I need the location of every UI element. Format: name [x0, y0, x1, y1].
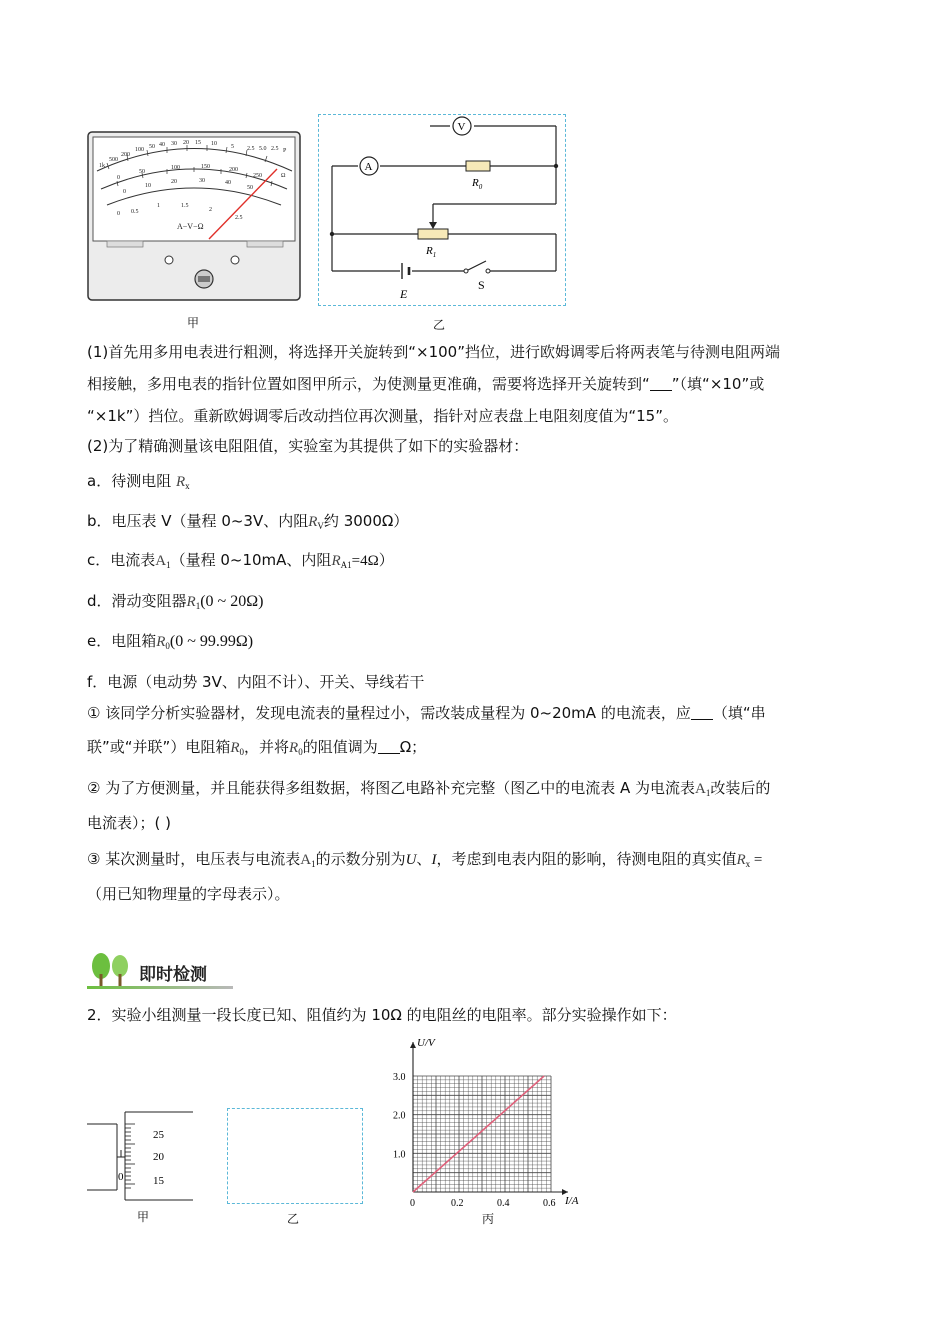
svg-text:V: V [457, 121, 466, 133]
figure-caption-bing: 丙 [482, 1212, 495, 1226]
svg-text:S: S [478, 278, 485, 292]
resistor-r0 [466, 161, 490, 171]
x-tick-label: 0 [410, 1198, 415, 1209]
switch-icon [464, 269, 468, 273]
multimeter-figure [87, 131, 301, 305]
meter-mid-label: 50 [139, 169, 145, 175]
q1-step1-line2: 联”或“并联”）电阻箱$R_0$，并将$R_0$的阻值调为 Ω； [87, 738, 427, 757]
item-a: a．待测电阻 $R_x$ [87, 472, 190, 491]
x-axis-label: I/A [565, 1195, 579, 1207]
meter-mid-label: 250 [253, 173, 262, 179]
figure-caption-yi-2: 乙 [287, 1212, 300, 1226]
meter-screw-right [231, 256, 239, 264]
meter-low-label: 0.5 [131, 209, 139, 215]
meter-right-label: 2.5 [247, 146, 255, 152]
micrometer-figure [87, 1110, 197, 1202]
meter-right-label: 2.5 [271, 146, 279, 152]
x-tick-label: 0.4 [497, 1198, 510, 1209]
svg-text:R1: $R_1$ [426, 245, 437, 259]
meter-inner-label: 20 [171, 179, 177, 185]
meter-mid-label: 200 [229, 167, 238, 173]
svg-text:25: 25 [153, 1129, 164, 1141]
q1-step3-line1: ③ 某次测量时，电压表与电流表$A_1$的示数分别为U、I，考虑到电表内阻的影响，待测电阻的真实值$R_x$ = [87, 850, 763, 869]
meter-top-label: 40 [159, 142, 165, 148]
meter-low-label: 1.5 [181, 203, 189, 209]
meter-inner-label: 0 [123, 189, 126, 195]
meter-low-label: 2 [209, 207, 212, 213]
section-title: 即时检测 [139, 965, 207, 985]
meter-right-label: 5.0 [259, 146, 267, 152]
section-underline [87, 986, 233, 989]
meter-omega: Ω [281, 173, 286, 179]
answer-blank[interactable] [378, 739, 400, 754]
meter-inner-label: 50 [247, 185, 253, 191]
svg-text:A: A [364, 161, 373, 173]
q1-step2-line2: 电流表）；( ) [87, 814, 171, 832]
item-f: f．电源（电动势 3V、内阻不计）、开关、导线若干 [87, 673, 425, 691]
x-tick-label: 0.2 [451, 1198, 464, 1209]
q1-step1-line1: ① 该同学分析实验器材，发现电流表的量程过小，需改装成量程为 0~20mA 的电流表，应 （填“串 [87, 704, 766, 722]
item-e: e．电阻箱$R_0(0$ ~ 99.99Ω) [87, 632, 254, 651]
q1-step2-line1: ② 为了方便测量，并且能获得多组数据，将图乙电路补充完整（图乙中的电流表 A 为电流表$A_1$改装后的 [87, 779, 771, 798]
meter-panel-text: A−V−Ω [177, 222, 204, 231]
svg-text:E: E [400, 287, 408, 301]
meter-top-label: 20 [183, 140, 189, 146]
q2-text: 2．实验小组测量一段长度已知、阻值约为 10Ω 的电阻丝的电阻率。部分实验操作如下： [87, 1006, 677, 1024]
ui-graph [383, 1034, 588, 1210]
y-axis-label: U/V [417, 1037, 435, 1049]
meter-top-label: 200 [121, 152, 130, 158]
meter-top-label: 100 [135, 147, 144, 153]
item-d: d．滑动变阻器$R_1(0$ ~ 20Ω) [87, 592, 264, 611]
svg-text:0: 0 [118, 1171, 124, 1183]
meter-inner-label: 40 [225, 180, 231, 186]
y-tick-label: 1.0 [393, 1149, 406, 1161]
meter-top-label: 1k [99, 163, 105, 169]
answer-blank[interactable] [650, 376, 672, 391]
q1-part2-intro: (2)为了精确测量该电阻阻值，实验室为其提供了如下的实验器材： [87, 437, 529, 455]
meter-low-label: 2.5 [235, 215, 243, 221]
figure-caption-yi: 乙 [433, 318, 446, 332]
meter-top-label: 10 [211, 141, 217, 147]
meter-top-label: 30 [171, 141, 177, 147]
meter-top-label: 5 [231, 144, 234, 150]
rheostat-r1 [418, 229, 448, 239]
figure-caption-jia-2: 甲 [137, 1210, 150, 1224]
q1-part1-line3: “×1k”）挡位。重新欧姆调零后改动挡位再次测量，指针对应表盘上电阻刻度值为“15”。 [87, 407, 678, 425]
item-b: b．电压表 V（量程 0~3V、内阻$R_V$约 3000Ω） [87, 512, 409, 531]
meter-mid-label: 150 [201, 164, 210, 170]
meter-top-label: 500 [109, 157, 118, 163]
blank-circuit-box[interactable] [227, 1108, 363, 1204]
figure-caption-jia: 甲 [187, 316, 200, 330]
meter-right-label: P [283, 148, 287, 154]
meter-top-label: 50 [149, 144, 155, 150]
meter-mid-label: 0 [117, 175, 120, 181]
meter-screw-left [165, 256, 173, 264]
meter-mid-label: 100 [171, 165, 180, 171]
y-tick-label: 3.0 [393, 1072, 406, 1083]
svg-text:15: 15 [153, 1175, 164, 1187]
q1-part1-line2: 相接触，多用电表的指针位置如图甲所示，为使测量更准确，需要将选择开关旋转到“ ”（填“×10”或 [87, 375, 765, 393]
svg-text:20: 20 [153, 1151, 164, 1163]
tree-icon [87, 952, 133, 988]
q1-step3-line2: （用已知物理量的字母表示）。 [87, 885, 290, 903]
meter-top-label: 15 [195, 140, 201, 146]
svg-text:R0: $R_0$ [472, 177, 483, 191]
q1-part1-line1: (1)首先用多用电表进行粗测，将选择开关旋转到“×100”挡位，进行欧姆调零后将两表笔与待测电阻两端 [87, 343, 780, 361]
meter-inner-label: 30 [199, 178, 205, 184]
meter-low-label: 0 [117, 211, 120, 217]
x-tick-label: 0.6 [543, 1198, 556, 1209]
meter-inner-label: 10 [145, 183, 151, 189]
answer-blank[interactable] [691, 705, 713, 720]
item-c: c．电流表$A_1$（量程 0~10mA、内阻$R_{A1}=4\Omega$） [87, 551, 394, 570]
meter-low-label: 1 [157, 203, 160, 209]
circuit-figure [320, 116, 564, 304]
y-tick-label: 2.0 [393, 1110, 406, 1122]
